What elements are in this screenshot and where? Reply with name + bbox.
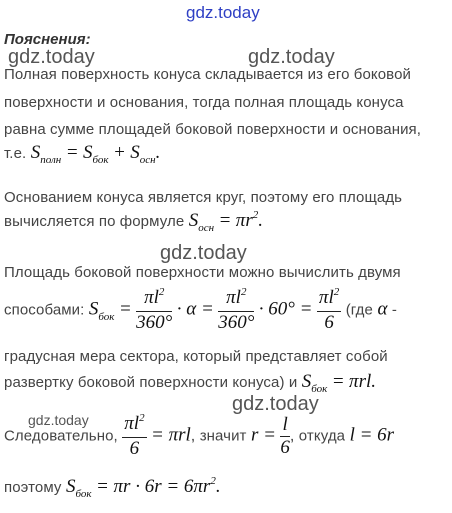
formula-base-area: вычисляется по формуле $S_{осн} = \pi r^2$. [4, 209, 263, 234]
formula-total-area: т.е. $S_{полн} = S_{бок} + S_{осн}$. [4, 142, 161, 166]
fraction-pil2-6c: $\frac{\pi l^2}{6}$ [124, 412, 145, 459]
p1-line2: поверхности и основания, тогда полная площадь конуса [4, 94, 404, 111]
formula-final: поэтому $S_{бок} = \pi r \cdot 6r = 6\pi r^2$. [4, 475, 221, 500]
p3-sposobami: способами: [4, 301, 85, 319]
p1-line1: Полная поверхность конуса складывается из его боковой [4, 66, 412, 83]
p3-line4: развертку боковой поверхности конуса) и [4, 374, 298, 391]
p2-line1: Основанием конуса является круг, поэтому его площадь [4, 189, 403, 206]
formula-lateral-area: способами: $S_{бок}$ = $\frac{\pi l^2}{360^\circ}$ · α = $\frac{\pi l^2}{360^\circ}$ · 60° = $\frac{\pi l^2}{6}$ (где α - [4, 286, 397, 333]
p2-line2: вычисляется по формуле [4, 213, 185, 230]
watermark-2: gdz.today [248, 46, 335, 68]
fraction-pil2-360b: $\frac{\pi l^2}{360^\circ}$ [218, 286, 255, 333]
watermark-3: gdz.today [160, 242, 247, 264]
fraction-l-6: $\frac{l}{6}$ [280, 414, 290, 458]
formula-lateral-pirl: развертку боковой поверхности конуса) и $S_{бок} = \pi rl$. [4, 371, 376, 395]
watermark-5: gdz.today [28, 412, 89, 428]
watermark-4: gdz.today [232, 393, 319, 415]
p1-line3: равна сумме площадей боковой поверхности и основания, [4, 121, 422, 138]
heading: Пояснения: [4, 31, 91, 48]
watermark-top: gdz.today [186, 3, 260, 22]
watermark-1: gdz.today [8, 46, 95, 68]
p3-line3: градусная мера сектора, который представляет собой [4, 348, 388, 365]
p1-ie: т.е. [4, 145, 27, 162]
formula-conclusion: Следовательно, $\frac{\pi l^2}{6}$ = πrl, значит r = $\frac{l}{6}$ , откуда l = 6r [4, 412, 395, 459]
p3-line1: Площадь боковой поверхности можно вычислить двумя [4, 264, 401, 281]
fraction-pil2-6: $\frac{\pi l^2}{6}$ [318, 286, 340, 333]
fraction-pil2-360: $\frac{\pi l^2}{360^\circ}$ [136, 286, 173, 333]
